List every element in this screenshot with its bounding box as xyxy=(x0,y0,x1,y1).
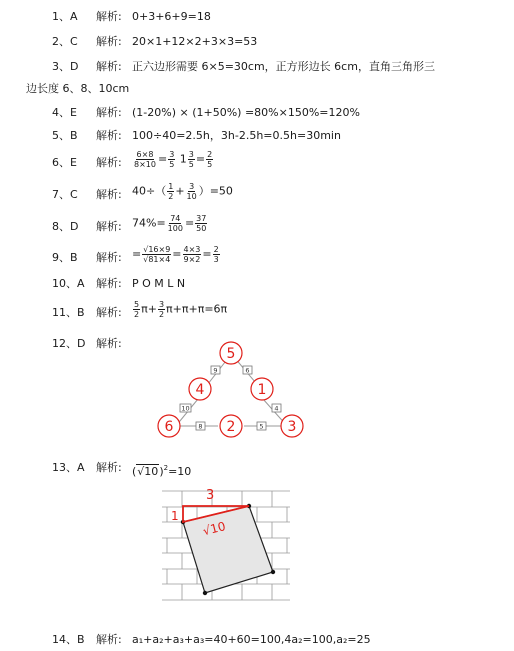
fraction-numerator: 3 xyxy=(189,182,195,191)
formula-text: 74%= xyxy=(132,216,166,230)
item-number: 14、B xyxy=(52,633,85,646)
operator: = xyxy=(157,152,168,166)
triangle-node-value: 5 xyxy=(226,346,236,362)
fraction-numerator: 74 xyxy=(170,214,181,223)
fraction-denominator: 5 xyxy=(188,160,194,169)
item-label: 解析: xyxy=(96,306,122,319)
fraction-denominator: 100 xyxy=(167,224,183,233)
formula-text: ）=50 xyxy=(198,184,233,198)
item-text: 正六边形需要 6×5=30cm，正方形边长 6cm，直角三角形三 xyxy=(132,60,435,73)
triangle-hypotenuse-label: √10 xyxy=(201,519,227,539)
whole-number: 1 xyxy=(179,152,187,166)
operator: + xyxy=(175,184,185,198)
item-number: 11、B xyxy=(52,306,85,319)
triangle-leg-label: 1 xyxy=(171,509,179,523)
item-label: 解析: xyxy=(96,35,122,48)
fraction-denominator: 9×2 xyxy=(183,255,201,264)
item-number: 7、C xyxy=(52,188,78,201)
item-label: 解析: xyxy=(96,60,122,73)
triangle-node-value: 1 xyxy=(257,382,267,398)
item-number: 8、D xyxy=(52,220,79,233)
item-number: 5、B xyxy=(52,129,78,142)
item-label: 解析: xyxy=(96,106,122,119)
radical: √10 xyxy=(137,465,159,478)
operator: = xyxy=(195,152,206,166)
item-label: 解析: xyxy=(96,188,122,201)
item-text: 100÷40=2.5h，3h-2.5h=0.5h=30min xyxy=(132,129,341,142)
operator: = xyxy=(184,216,195,230)
item-text: (1-20%) × (1+50%) =80%×150%=120% xyxy=(132,106,360,119)
triangle-edge-value: 4 xyxy=(274,404,279,413)
fraction-numerator: 2 xyxy=(207,150,213,159)
item-number: 2、C xyxy=(52,35,78,48)
fraction-denominator: 8×10 xyxy=(134,160,156,169)
item-label: 解析: xyxy=(96,251,122,264)
item-text: a₁+a₂+a₃+a₃=40+60=100,4a₂=100,a₂=25 xyxy=(132,633,371,646)
item-label: 解析: xyxy=(96,220,122,233)
fraction-numerator: 37 xyxy=(196,214,207,223)
fraction-numerator: 3 xyxy=(188,150,194,159)
formula-text: π+ xyxy=(141,302,157,316)
exponent: 2 xyxy=(163,464,169,472)
fraction-denominator: 10 xyxy=(186,192,197,201)
item-text: P O M L N xyxy=(132,277,186,290)
triangle-leg-label: 3 xyxy=(206,488,215,503)
triangle-edge-value: 10 xyxy=(181,404,190,413)
triangle-node-value: 2 xyxy=(226,419,236,435)
item-text-continued: 边长度 6、8、10cm xyxy=(26,82,130,95)
fraction-numerator: 5 xyxy=(134,300,140,309)
formula-text: = xyxy=(132,247,142,261)
item-label: 解析: xyxy=(96,337,122,350)
operator: = xyxy=(172,247,182,261)
formula-text: ) xyxy=(159,465,164,478)
triangle-node-value: 6 xyxy=(164,419,174,435)
item-label: 解析: xyxy=(96,129,122,142)
item-number: 13、A xyxy=(52,461,85,474)
triangle-edge-value: 9 xyxy=(213,366,218,375)
fraction-numerator: 3 xyxy=(158,300,165,309)
item-label: 解析: xyxy=(96,277,122,290)
item-number: 12、D xyxy=(52,337,86,350)
fraction-denominator: 3 xyxy=(213,255,219,264)
triangle-node-value: 4 xyxy=(195,382,205,398)
fraction-denominator: √81×4 xyxy=(143,255,171,264)
triangle-edge-value: 5 xyxy=(259,422,264,431)
triangle-edge-value: 8 xyxy=(198,422,203,431)
fraction-denominator: 2 xyxy=(158,310,165,319)
triangle-edge-value: 6 xyxy=(245,366,250,375)
item-label: 解析: xyxy=(96,633,122,646)
item-label: 解析: xyxy=(96,156,122,169)
fraction-numerator: 1 xyxy=(168,182,174,191)
formula-text: =10 xyxy=(168,465,192,478)
item-text: 0+3+6+9=18 xyxy=(132,10,211,23)
fraction-numerator: 3 xyxy=(169,150,175,159)
formula-text: 40÷（ xyxy=(132,184,167,198)
formula-text: ( xyxy=(132,465,137,478)
formula-text: π+π+π=6π xyxy=(166,302,228,316)
item-number: 4、E xyxy=(52,106,77,119)
fraction-denominator: 2 xyxy=(134,310,140,319)
triangle-node-value: 3 xyxy=(287,419,297,435)
fraction-denominator: 5 xyxy=(169,160,175,169)
fraction-numerator: 2 xyxy=(213,245,219,254)
fraction-numerator: 4×3 xyxy=(183,245,201,254)
operator: = xyxy=(202,247,212,261)
item-number: 6、E xyxy=(52,156,77,169)
item-number: 10、A xyxy=(52,277,85,290)
fraction-numerator: 6×8 xyxy=(136,150,154,159)
item-label: 解析: xyxy=(96,461,122,474)
fraction-denominator: 50 xyxy=(196,224,207,233)
item-text: 20×1+12×2+3×3=53 xyxy=(132,35,258,48)
item-number: 3、D xyxy=(52,60,79,73)
item-number: 1、A xyxy=(52,10,78,23)
fraction-denominator: 2 xyxy=(168,192,174,201)
item-number: 9、B xyxy=(52,251,78,264)
fraction-denominator: 5 xyxy=(207,160,213,169)
item-label: 解析: xyxy=(96,10,122,23)
fraction-numerator: √16×9 xyxy=(143,245,171,254)
